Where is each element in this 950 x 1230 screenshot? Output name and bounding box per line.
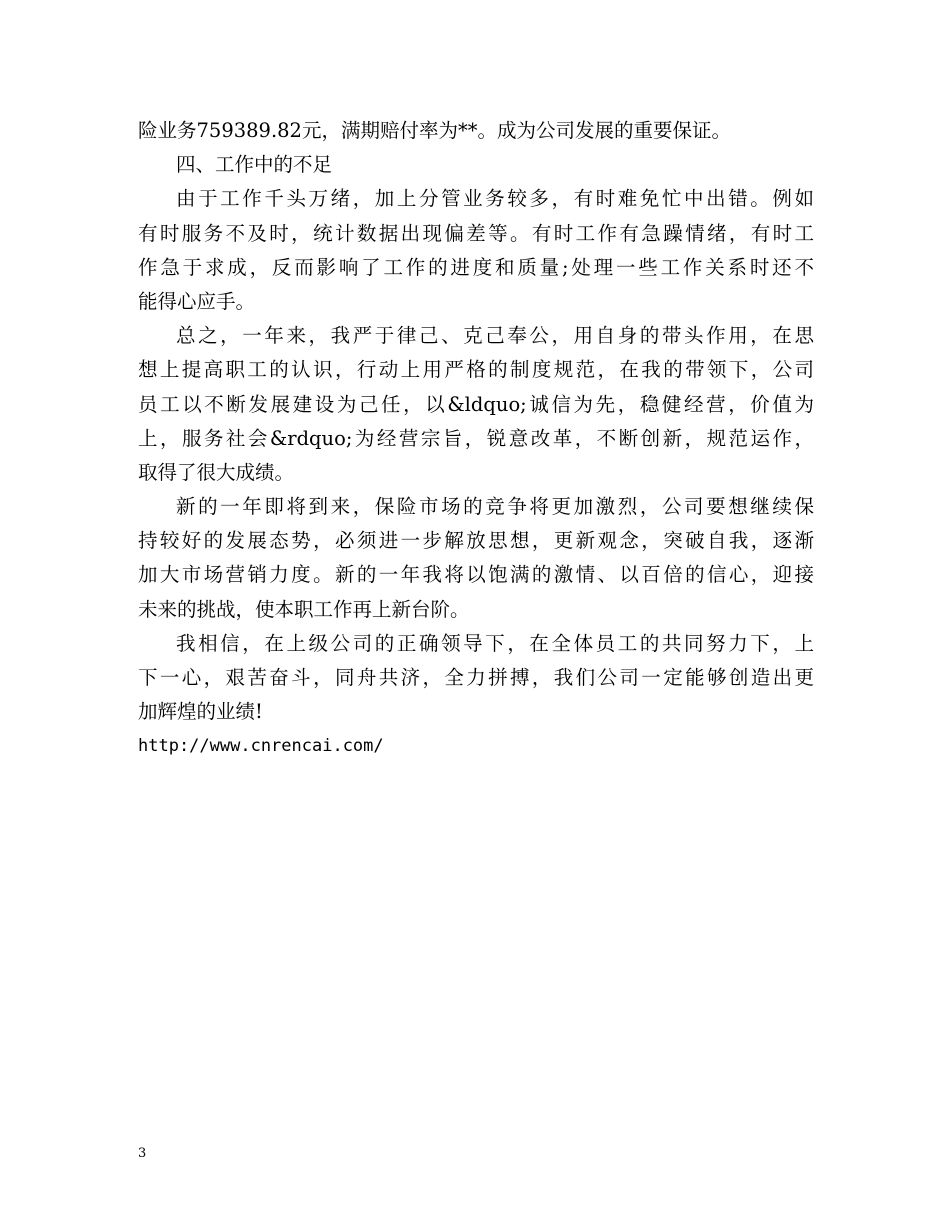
paragraph-closing — [138, 627, 814, 730]
paragraph-new-year — [138, 490, 814, 627]
paragraph-line: 想上提高职工的认识，行动上用严格的制度规范，在我的带领下，公司 — [138, 358, 814, 382]
paragraph-line: 有时服务不及时，统计数据出现偏差等。有时工作有急躁情绪，有时工 — [138, 221, 814, 245]
source-url: http://www.cnrencai.com/ — [138, 736, 384, 757]
paragraph-line: 员工以不断发展建设为己任，以&ldquo;诚信为先，稳健经营，价值为 — [138, 392, 814, 416]
page-number: 3 — [138, 1146, 147, 1161]
paragraph-line: 持较好的发展态势，必须进一步解放思想，更新观念，突破自我，逐渐 — [138, 529, 814, 553]
paragraph-continuation-line: 险业务759389.82元，满期赔付率为**。成为公司发展的重要保证。 — [138, 119, 731, 142]
paragraph-line: 由于工作千头万绪，加上分管业务较多，有时难免忙中出错。例如 — [176, 187, 814, 211]
paragraph-line: 上，服务社会&rdquo;为经营宗旨，锐意改革，不断创新，规范运作， — [138, 426, 814, 450]
paragraph-line: 未来的挑战，使本职工作再上新台阶。 — [138, 597, 470, 621]
paragraph-summary — [138, 319, 814, 490]
paragraph-line: 下一心，艰苦奋斗，同舟共济，全力拼搏，我们公司一定能够创造出更 — [138, 666, 814, 689]
section-heading: 四、工作中的不足 — [176, 153, 333, 177]
paragraph-line: 加大市场营销力度。新的一年我将以饱满的激情、以百倍的信心，迎接 — [138, 563, 814, 587]
paragraph-line: 我相信，在上级公司的正确领导下，在全体员工的共同努力下，上 — [176, 631, 814, 655]
paragraph-line: 加辉煌的业绩! — [138, 700, 263, 724]
paragraph-line: 总之，一年来，我严于律己、克己奉公，用自身的带头作用，在思 — [176, 324, 814, 348]
paragraph-shortcomings — [138, 182, 814, 319]
paragraph-line: 取得了很大成绩。 — [138, 460, 295, 484]
paragraph-line: 新的一年即将到来，保险市场的竞争将更加激烈，公司要想继续保 — [176, 495, 814, 519]
paragraph-line: 能得心应手。 — [138, 289, 256, 313]
paragraph-line: 作急于求成，反而影响了工作的进度和质量;处理一些工作关系时还不 — [138, 255, 814, 279]
document-body — [138, 114, 814, 764]
